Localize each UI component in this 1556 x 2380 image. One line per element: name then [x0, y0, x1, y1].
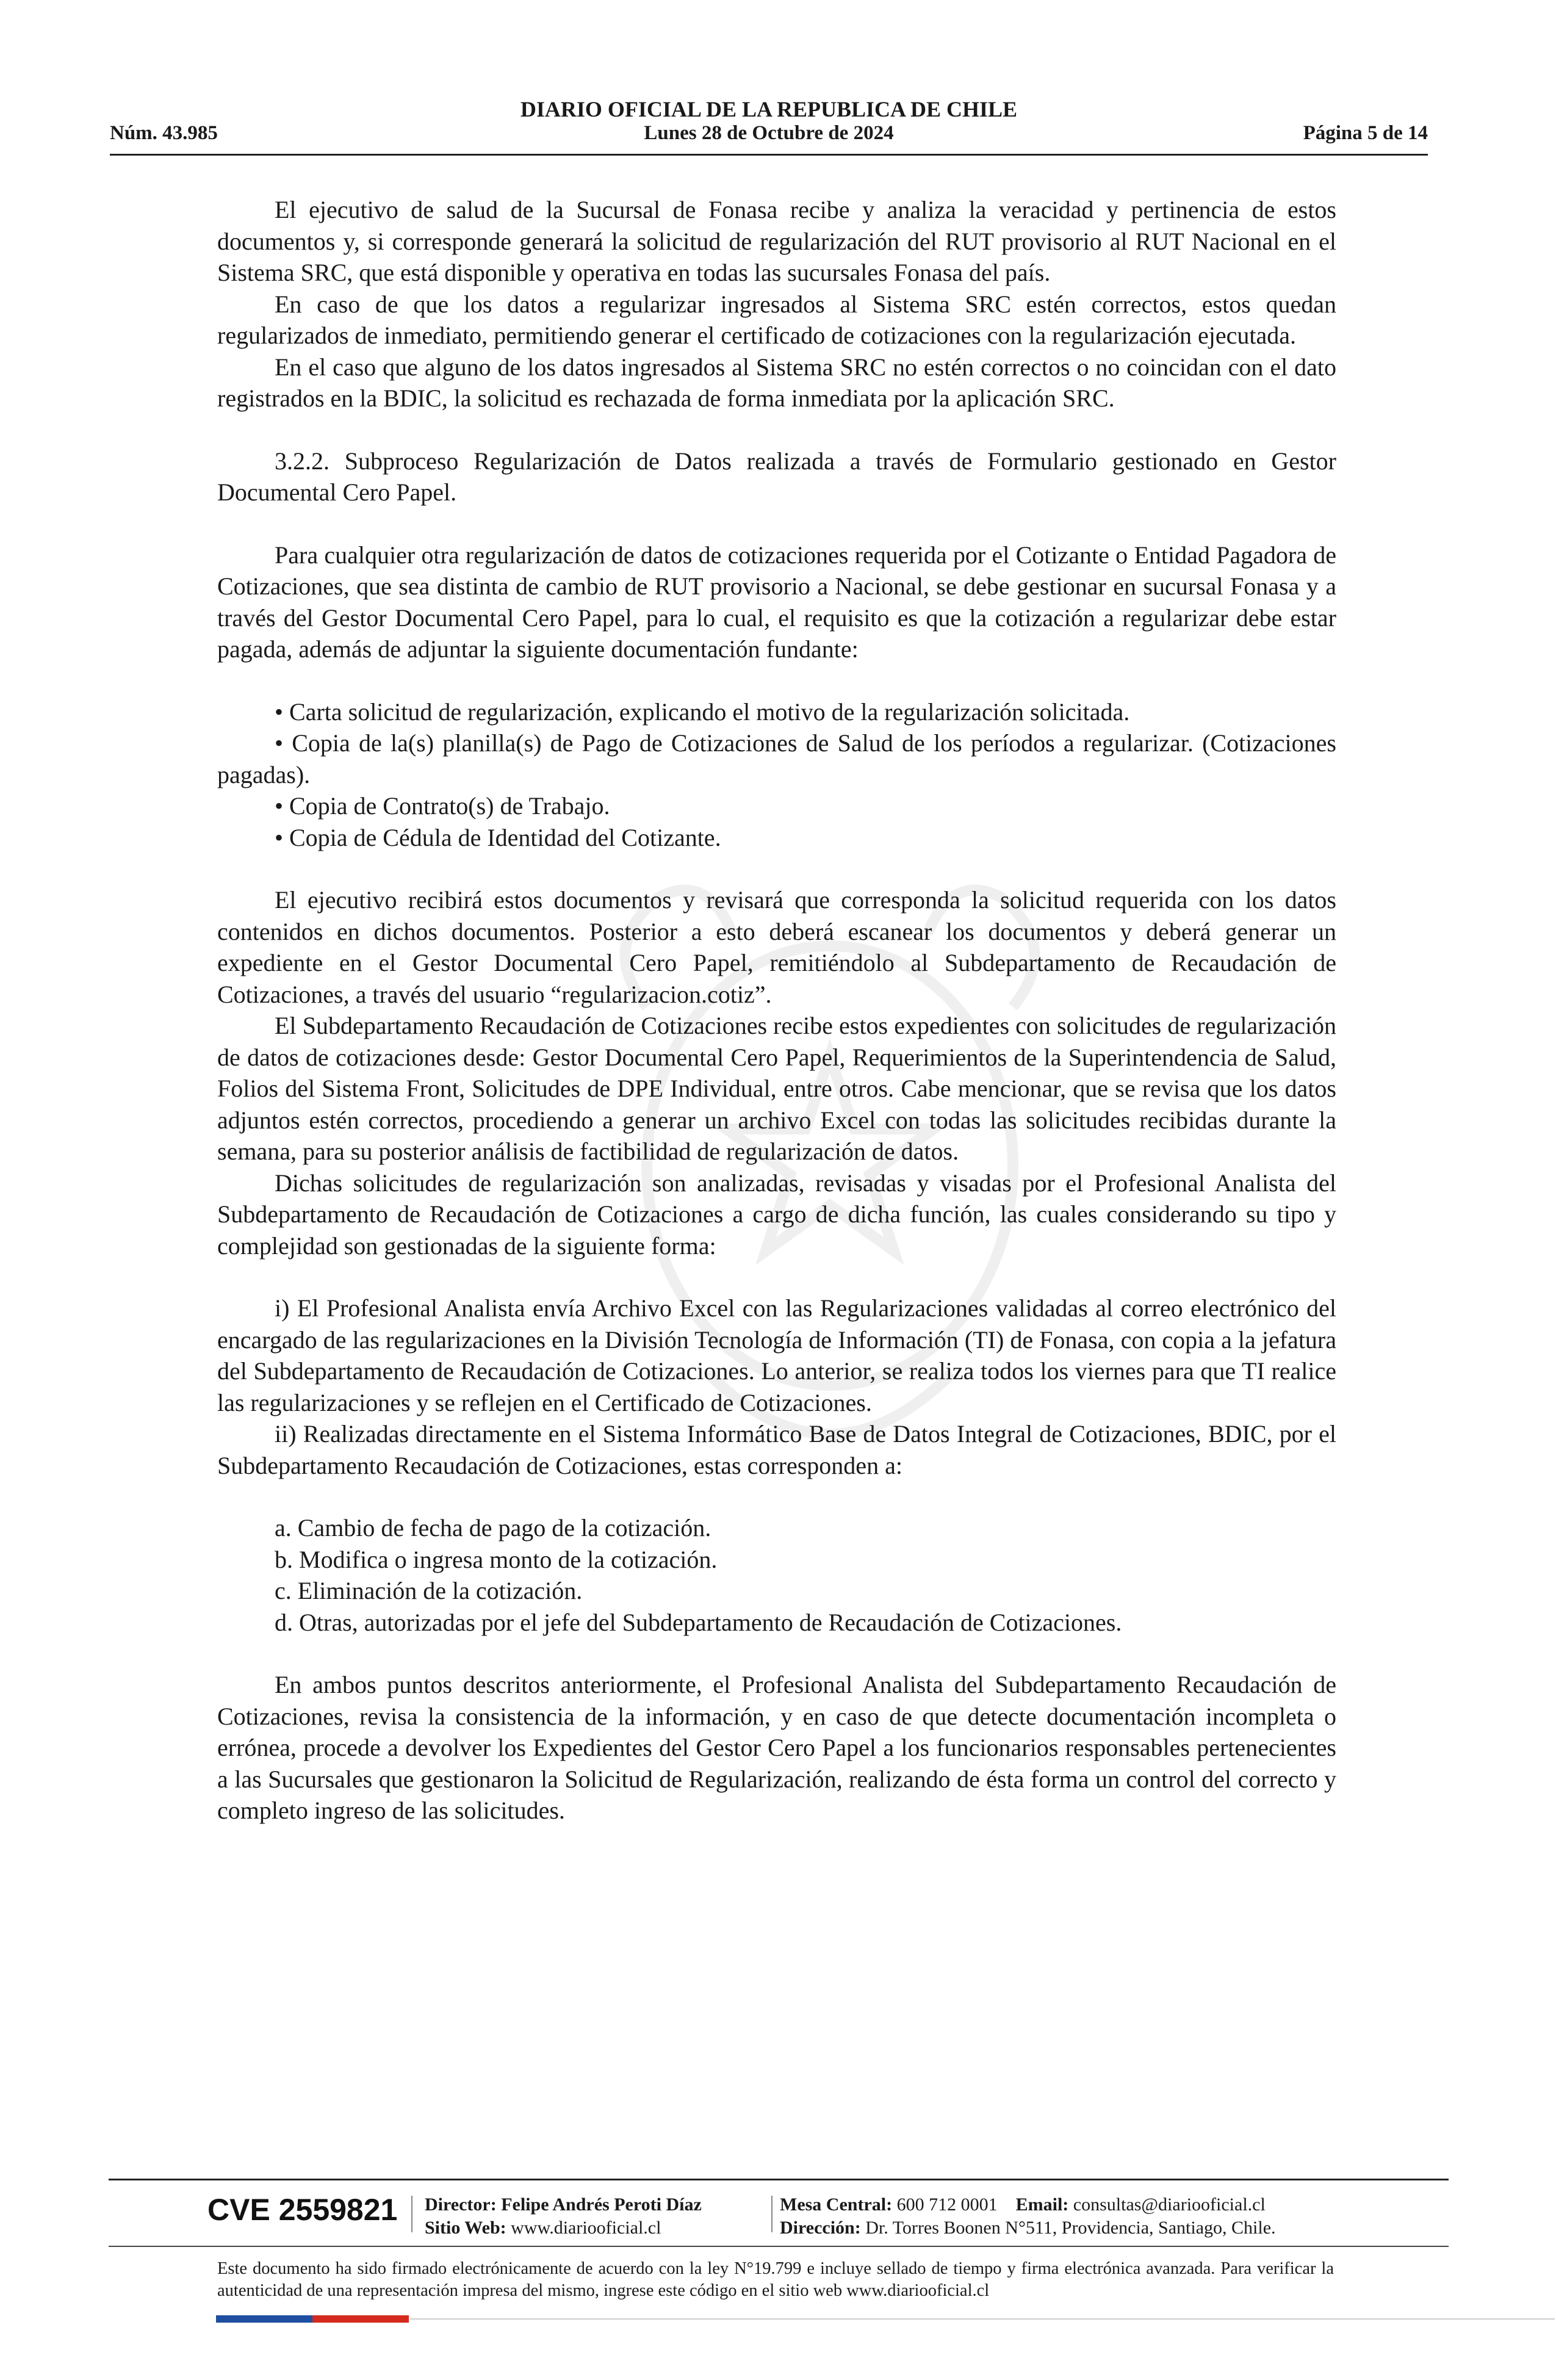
address-value: Dr. Torres Boonen N°511, Providencia, Santiago, Chile.: [865, 2218, 1276, 2238]
section-heading: 3.2.2. Subproceso Regularización de Datos realizada a través de Formulario gestionado en Gestor Documental Cero Papel.: [217, 447, 1336, 506]
page-header: [110, 92, 1428, 153]
email-link[interactable]: consultas@diariooficial.cl: [1073, 2194, 1266, 2215]
footer-bottom-rule: [410, 2318, 1555, 2320]
director-label: Director:: [425, 2194, 497, 2215]
bullet-item: • Copia de Contrato(s) de Trabajo.: [275, 792, 610, 820]
paragraph: i) El Profesional Analista envía Archivo Excel con las Regularizaciones validadas al correo electrónico del encargado de las regularizaciones en la División Tecnología de Información (TI) de Fonasa, con copia a la jefatura del Subdepartamento de Recaudación de Cotizaciones. Lo anterior, se realiza todos los viernes para que TI realice las regularizaciones y se reflejen en el Certificado de Cotizaciones.: [217, 1294, 1336, 1416]
footer-rule: [109, 2246, 1449, 2247]
phone-label: Mesa Central:: [780, 2194, 893, 2215]
list-item: c. Eliminación de la cotización.: [275, 1577, 583, 1604]
legal-notice: Este documento ha sido firmado electrónicamente de acuerdo con la ley N°19.799 e incluye sellado de tiempo y firma electrónica avanzada. Para verificar la autenticidad de una representación impresa del mismo, ingrese este código en el sitio web www.diariooficial.cl: [217, 2259, 1334, 2300]
newspaper-title: DIARIO OFICIAL DE LA REPUBLICA DE CHILE: [520, 97, 1018, 121]
footer-rule: [109, 2179, 1449, 2180]
bullet-item: • Copia de la(s) planilla(s) de Pago de Cotizaciones de Salud de los períodos a regularizar. (Cotizaciones pagadas).: [217, 729, 1336, 788]
page-number: Página 5 de 14: [1303, 122, 1428, 144]
paragraph: Para cualquier otra regularización de datos de cotizaciones requerida por el Cotizante o Entidad Pagadora de Cotizaciones, que sea distinta de cambio de RUT provisorio a Nacional, se debe gestionar en sucursal Fonasa y a través del Gestor Documental Cero Papel, para lo cual, el requisito es que la cotización a regularizar debe estar pagada, además de adjuntar la siguiente documentación fundante:: [217, 541, 1336, 663]
paragraph: El ejecutivo de salud de la Sucursal de Fonasa recibe y analiza la veracidad y pertinencia de estos documentos y, si corresponde generará la solicitud de regularización del RUT provisorio al RUT Nacional en el Sistema SRC, que está disponible y operativa en todas las sucursales Fonasa del país.: [217, 196, 1336, 286]
footer-divider: [411, 2196, 412, 2232]
paragraph: En el caso que alguno de los datos ingresados al Sistema SRC no estén correctos o no coincidan con el dato registrados en la BDIC, la solicitud es rechazada de forma inmediata por la aplicación SRC.: [217, 353, 1336, 412]
phone-value: 600 712 0001: [896, 2194, 998, 2215]
website-link[interactable]: www.diariooficial.cl: [511, 2218, 661, 2238]
bullet-item: • Copia de Cédula de Identidad del Cotizante.: [275, 823, 721, 851]
flag-red-segment: [312, 2315, 409, 2323]
list-item: d. Otras, autorizadas por el jefe del Subdepartamento de Recaudación de Cotizaciones.: [275, 1608, 1122, 1636]
issue-number: Núm. 43.985: [110, 122, 218, 144]
paragraph: Dichas solicitudes de regularización son analizadas, revisadas y visadas por el Profesional Analista del Subdepartamento de Recaudación de Cotizaciones a cargo de dicha función, las cuales considerando su tipo y complejidad son gestionadas de la siguiente forma:: [217, 1169, 1336, 1260]
footer-contact-info: [780, 2193, 1276, 2240]
paragraph: En caso de que los datos a regularizar ingresados al Sistema SRC estén correctos, estos quedan regularizados de inmediato, permitiendo generar el certificado de cotizaciones con la regularización ejecutada.: [217, 290, 1336, 349]
header-rule: [110, 154, 1428, 156]
email-label: Email:: [1015, 2194, 1069, 2215]
footer-divider: [771, 2196, 773, 2232]
paragraph: ii) Realizadas directamente en el Sistema Informático Base de Datos Integral de Cotizaciones, BDIC, por el Subdepartamento Recaudación de Cotizaciones, estas corresponden a:: [217, 1420, 1336, 1479]
paragraph: El Subdepartamento Recaudación de Cotizaciones recibe estos expedientes con solicitudes de regularización de datos de cotizaciones desde: Gestor Documental Cero Papel, Requerimientos de la Superintendencia de Salud, Folios del Sistema Front, Solicitudes de DPE Individual, entre otros. Cabe mencionar, que se revisa que los datos adjuntos estén correctos, procediendo a generar un archivo Excel con todas las solicitudes recibidas durante la semana, para su posterior análisis de factibilidad de regularización de datos.: [217, 1012, 1336, 1165]
chile-flag-stripe: [216, 2315, 409, 2323]
paragraph: El ejecutivo recibirá estos documentos y revisará que corresponda la solicitud requerida con los datos contenidos en dichos documentos. Posterior a esto deberá escanear los documentos y deberá generar un expediente en el Gestor Documental Cero Papel, remitiéndolo al Subdepartamento de Recaudación de Cotizaciones, a través del usuario “regularizacion.cotiz”.: [217, 886, 1336, 1008]
bullet-item: • Carta solicitud de regularización, explicando el motivo de la regularización solicitada.: [275, 698, 1130, 726]
list-item: a. Cambio de fecha de pago de la cotización.: [275, 1514, 711, 1542]
cve-code: CVE 2559821: [207, 2193, 398, 2227]
paragraph: En ambos puntos descritos anteriormente, el Profesional Analista del Subdepartamento Recaudación de Cotizaciones, revisa la consistencia de la información, y en caso de que detecte documentación incompleta o errónea, procede a devolver los Expedientes del Gestor Cero Papel a los funcionarios responsables pertenecientes a las Sucursales que gestionaron la Solicitud de Regularización, realizando de ésta forma un control del correcto y completo ingreso de las solicitudes.: [217, 1671, 1336, 1824]
page-footer: [109, 2179, 1449, 2337]
list-item: b. Modifica o ingresa monto de la cotización.: [275, 1545, 718, 1573]
document-body: [217, 194, 1336, 1826]
director-name: Felipe Andrés Peroti Díaz: [501, 2194, 702, 2215]
address-label: Dirección:: [780, 2218, 861, 2238]
issue-date: Lunes 28 de Octubre de 2024: [644, 122, 894, 144]
website-label: Sitio Web:: [425, 2218, 506, 2238]
flag-blue-segment: [216, 2315, 312, 2323]
footer-director-info: [425, 2193, 702, 2240]
